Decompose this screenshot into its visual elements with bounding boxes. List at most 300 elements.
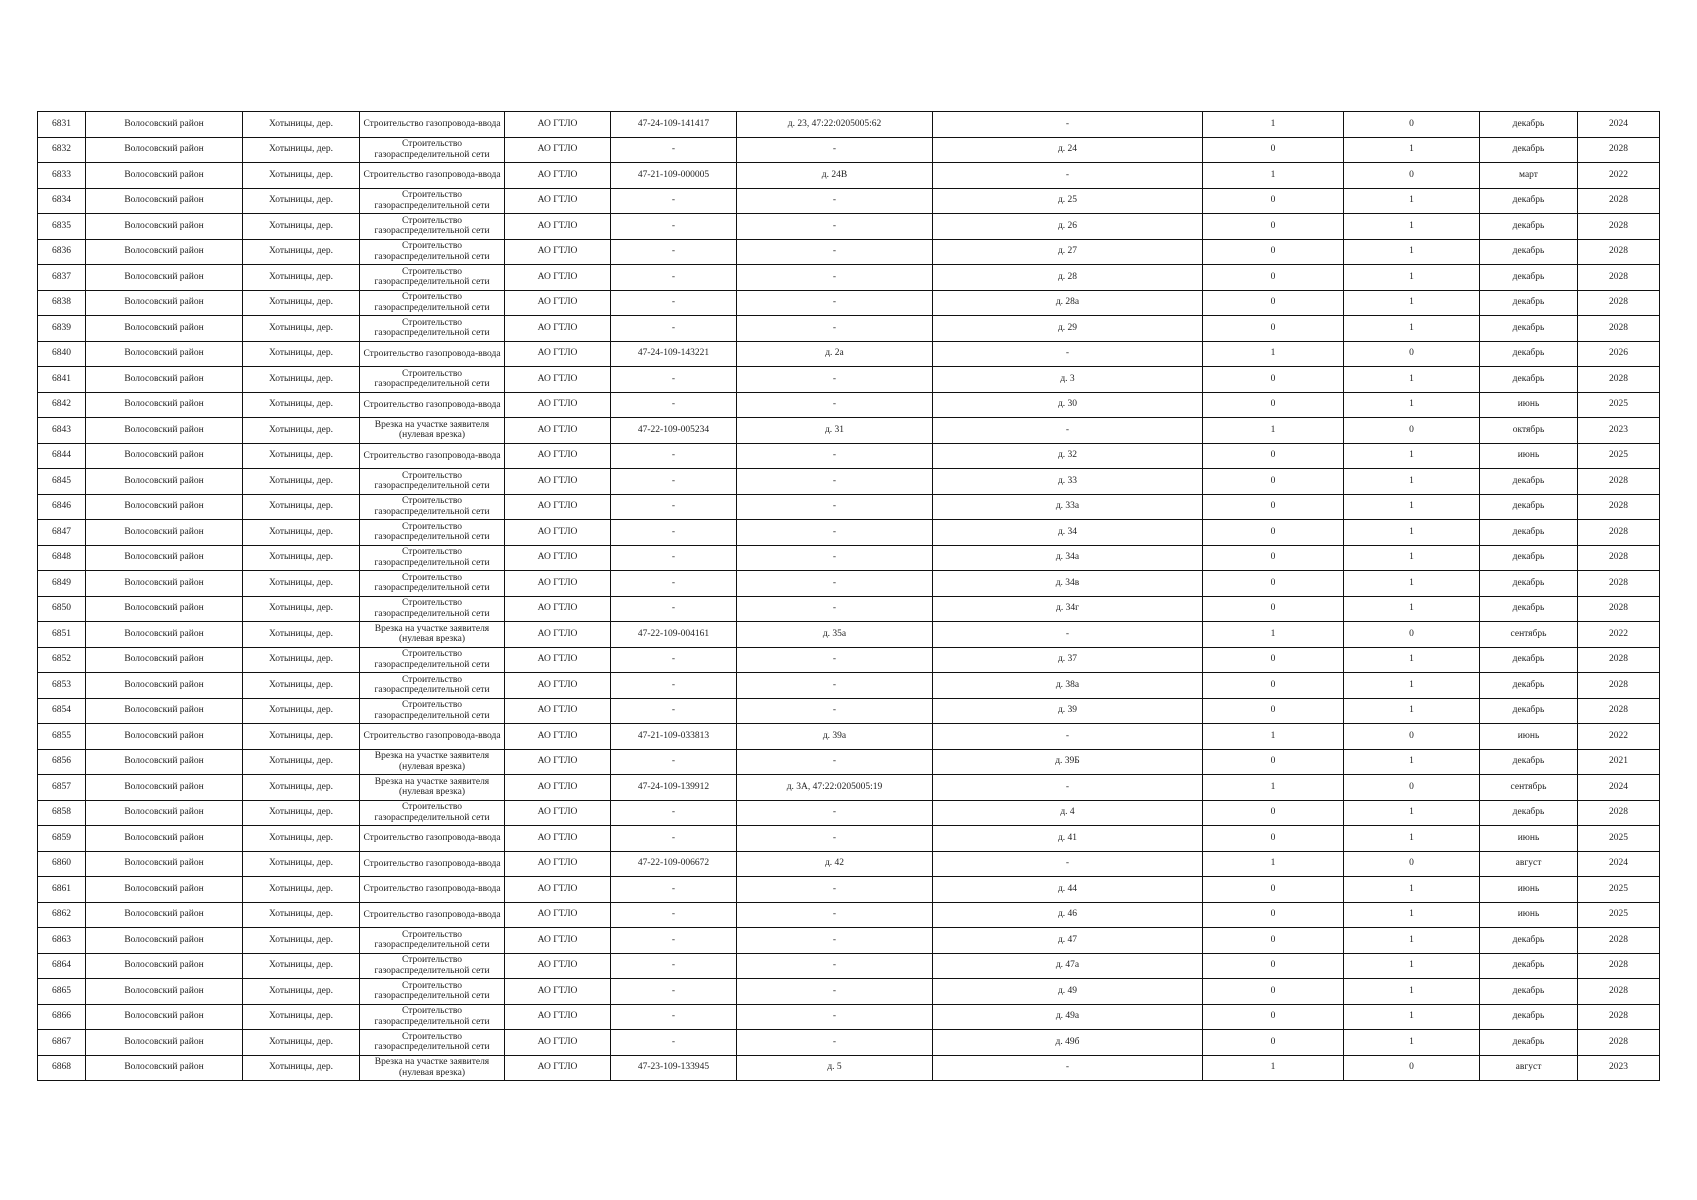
district-cell: Волосовский район [86,188,243,214]
row-number-cell: 6850 [38,596,86,622]
application-number-cell: - [611,647,737,673]
address-cadastral-cell: - [737,443,933,469]
house-address-cell: - [933,1055,1203,1081]
application-number-cell: 47-24-109-143221 [611,341,737,367]
district-cell: Волосовский район [86,469,243,495]
row-number-cell: 6851 [38,622,86,648]
locality-cell: Хотыницы, дер. [243,418,360,444]
count-b-cell: 1 [1344,392,1480,418]
count-b-cell: 1 [1344,902,1480,928]
organization-cell: АО ГТЛО [505,214,611,240]
row-number-cell: 6835 [38,214,86,240]
address-cadastral-cell: - [737,596,933,622]
count-a-cell: 0 [1203,1004,1344,1030]
district-cell: Волосовский район [86,520,243,546]
work-type-cell: Строительство газораспределительной сети [360,953,505,979]
row-number-cell: 6862 [38,902,86,928]
count-a-cell: 0 [1203,698,1344,724]
organization-cell: АО ГТЛО [505,953,611,979]
house-address-cell: д. 34г [933,596,1203,622]
row-number-cell: 6846 [38,494,86,520]
count-a-cell: 1 [1203,851,1344,877]
month-cell: август [1480,851,1578,877]
application-number-cell: 47-24-109-139912 [611,775,737,801]
month-cell: декабрь [1480,316,1578,342]
house-address-cell: д. 29 [933,316,1203,342]
locality-cell: Хотыницы, дер. [243,647,360,673]
count-a-cell: 0 [1203,392,1344,418]
count-b-cell: 1 [1344,596,1480,622]
month-cell: декабрь [1480,341,1578,367]
year-cell: 2028 [1578,647,1660,673]
table-row [38,137,1660,163]
district-cell: Волосовский район [86,341,243,367]
district-cell: Волосовский район [86,953,243,979]
locality-cell: Хотыницы, дер. [243,800,360,826]
month-cell: декабрь [1480,953,1578,979]
table-row [38,928,1660,954]
table-row [38,112,1660,138]
work-type-cell: Строительство газораспределительной сети [360,1030,505,1056]
count-b-cell: 0 [1344,163,1480,189]
organization-cell: АО ГТЛО [505,494,611,520]
district-cell: Волосовский район [86,928,243,954]
year-cell: 2024 [1578,112,1660,138]
count-a-cell: 1 [1203,112,1344,138]
organization-cell: АО ГТЛО [505,188,611,214]
count-a-cell: 0 [1203,673,1344,699]
year-cell: 2028 [1578,316,1660,342]
house-address-cell: д. 27 [933,239,1203,265]
year-cell: 2028 [1578,494,1660,520]
house-address-cell: д. 44 [933,877,1203,903]
table-row [38,418,1660,444]
district-cell: Волосовский район [86,316,243,342]
year-cell: 2025 [1578,443,1660,469]
count-a-cell: 1 [1203,775,1344,801]
house-address-cell: д. 34а [933,545,1203,571]
table-row [38,290,1660,316]
application-number-cell: - [611,749,737,775]
address-cadastral-cell: - [737,137,933,163]
count-b-cell: 1 [1344,1030,1480,1056]
district-cell: Волосовский район [86,877,243,903]
count-b-cell: 1 [1344,188,1480,214]
application-number-cell: - [611,469,737,495]
table-row [38,1055,1660,1081]
month-cell: декабрь [1480,112,1578,138]
house-address-cell: - [933,622,1203,648]
address-cadastral-cell: - [737,902,933,928]
month-cell: декабрь [1480,1030,1578,1056]
work-type-cell: Строительство газораспределительной сети [360,367,505,393]
year-cell: 2028 [1578,239,1660,265]
table-row [38,902,1660,928]
house-address-cell: д. 34 [933,520,1203,546]
row-number-cell: 6866 [38,1004,86,1030]
year-cell: 2028 [1578,571,1660,597]
locality-cell: Хотыницы, дер. [243,673,360,699]
address-cadastral-cell: - [737,265,933,291]
table-row [38,520,1660,546]
table-row [38,494,1660,520]
table-row [38,188,1660,214]
district-cell: Волосовский район [86,902,243,928]
locality-cell: Хотыницы, дер. [243,290,360,316]
month-cell: декабрь [1480,800,1578,826]
district-cell: Волосовский район [86,137,243,163]
house-address-cell: - [933,851,1203,877]
organization-cell: АО ГТЛО [505,647,611,673]
year-cell: 2028 [1578,800,1660,826]
house-address-cell: д. 28 [933,265,1203,291]
table-row [38,673,1660,699]
application-number-cell: 47-22-109-006672 [611,851,737,877]
organization-cell: АО ГТЛО [505,137,611,163]
year-cell: 2028 [1578,545,1660,571]
year-cell: 2028 [1578,673,1660,699]
application-number-cell: - [611,800,737,826]
address-cadastral-cell: - [737,826,933,852]
locality-cell: Хотыницы, дер. [243,953,360,979]
locality-cell: Хотыницы, дер. [243,1030,360,1056]
count-b-cell: 1 [1344,545,1480,571]
count-a-cell: 0 [1203,494,1344,520]
locality-cell: Хотыницы, дер. [243,698,360,724]
address-cadastral-cell: - [737,571,933,597]
count-a-cell: 0 [1203,877,1344,903]
row-number-cell: 6842 [38,392,86,418]
month-cell: декабрь [1480,265,1578,291]
count-a-cell: 0 [1203,545,1344,571]
row-number-cell: 6861 [38,877,86,903]
month-cell: июнь [1480,724,1578,750]
locality-cell: Хотыницы, дер. [243,545,360,571]
row-number-cell: 6849 [38,571,86,597]
work-type-cell: Строительство газораспределительной сети [360,979,505,1005]
application-number-cell: - [611,1030,737,1056]
month-cell: декабрь [1480,571,1578,597]
year-cell: 2025 [1578,902,1660,928]
application-number-cell: 47-23-109-133945 [611,1055,737,1081]
organization-cell: АО ГТЛО [505,928,611,954]
count-b-cell: 1 [1344,979,1480,1005]
month-cell: декабрь [1480,367,1578,393]
work-type-cell: Строительство газораспределительной сети [360,596,505,622]
district-cell: Волосовский район [86,443,243,469]
count-a-cell: 0 [1203,214,1344,240]
work-type-cell: Строительство газораспределительной сети [360,188,505,214]
table-row [38,392,1660,418]
house-address-cell: д. 33 [933,469,1203,495]
locality-cell: Хотыницы, дер. [243,979,360,1005]
district-cell: Волосовский район [86,392,243,418]
row-number-cell: 6839 [38,316,86,342]
month-cell: декабрь [1480,647,1578,673]
address-cadastral-cell: - [737,800,933,826]
table-row [38,749,1660,775]
work-type-cell: Врезка на участке заявителя (нулевая врезка) [360,418,505,444]
row-number-cell: 6865 [38,979,86,1005]
locality-cell: Хотыницы, дер. [243,571,360,597]
locality-cell: Хотыницы, дер. [243,392,360,418]
count-b-cell: 1 [1344,1004,1480,1030]
locality-cell: Хотыницы, дер. [243,1004,360,1030]
month-cell: декабрь [1480,698,1578,724]
address-cadastral-cell: - [737,877,933,903]
address-cadastral-cell: д. 35а [737,622,933,648]
year-cell: 2028 [1578,596,1660,622]
district-cell: Волосовский район [86,647,243,673]
application-number-cell: - [611,239,737,265]
year-cell: 2028 [1578,928,1660,954]
locality-cell: Хотыницы, дер. [243,902,360,928]
count-b-cell: 1 [1344,673,1480,699]
address-cadastral-cell: д. 42 [737,851,933,877]
address-cadastral-cell: д. 3А, 47:22:0205005:19 [737,775,933,801]
district-cell: Волосовский район [86,571,243,597]
row-number-cell: 6838 [38,290,86,316]
count-a-cell: 0 [1203,367,1344,393]
count-a-cell: 0 [1203,902,1344,928]
house-address-cell: д. 28а [933,290,1203,316]
year-cell: 2028 [1578,1004,1660,1030]
locality-cell: Хотыницы, дер. [243,826,360,852]
house-address-cell: д. 49б [933,1030,1203,1056]
locality-cell: Хотыницы, дер. [243,877,360,903]
district-cell: Волосовский район [86,239,243,265]
count-b-cell: 1 [1344,469,1480,495]
house-address-cell: д. 24 [933,137,1203,163]
district-cell: Волосовский район [86,545,243,571]
organization-cell: АО ГТЛО [505,902,611,928]
month-cell: декабрь [1480,290,1578,316]
locality-cell: Хотыницы, дер. [243,443,360,469]
address-cadastral-cell: д. 31 [737,418,933,444]
organization-cell: АО ГТЛО [505,341,611,367]
year-cell: 2022 [1578,724,1660,750]
count-b-cell: 1 [1344,443,1480,469]
district-cell: Волосовский район [86,214,243,240]
application-number-cell: 47-21-109-033813 [611,724,737,750]
work-type-cell: Строительство газораспределительной сети [360,469,505,495]
row-number-cell: 6843 [38,418,86,444]
month-cell: сентябрь [1480,622,1578,648]
count-b-cell: 1 [1344,290,1480,316]
house-address-cell: д. 4 [933,800,1203,826]
year-cell: 2022 [1578,163,1660,189]
locality-cell: Хотыницы, дер. [243,520,360,546]
count-a-cell: 0 [1203,953,1344,979]
month-cell: декабрь [1480,749,1578,775]
year-cell: 2028 [1578,520,1660,546]
address-cadastral-cell: д. 39а [737,724,933,750]
work-type-cell: Строительство газораспределительной сети [360,290,505,316]
organization-cell: АО ГТЛО [505,443,611,469]
application-number-cell: - [611,443,737,469]
month-cell: декабрь [1480,596,1578,622]
table-row [38,163,1660,189]
application-number-cell: - [611,826,737,852]
table-row [38,545,1660,571]
month-cell: декабрь [1480,979,1578,1005]
house-address-cell: д. 46 [933,902,1203,928]
organization-cell: АО ГТЛО [505,826,611,852]
address-cadastral-cell: - [737,316,933,342]
month-cell: декабрь [1480,188,1578,214]
application-number-cell: - [611,494,737,520]
organization-cell: АО ГТЛО [505,392,611,418]
organization-cell: АО ГТЛО [505,265,611,291]
month-cell: июнь [1480,826,1578,852]
work-type-cell: Строительство газопровода-ввода [360,902,505,928]
count-a-cell: 1 [1203,418,1344,444]
row-number-cell: 6864 [38,953,86,979]
year-cell: 2028 [1578,367,1660,393]
address-cadastral-cell: - [737,188,933,214]
application-number-cell: - [611,392,737,418]
row-number-cell: 6857 [38,775,86,801]
house-address-cell: д. 39Б [933,749,1203,775]
work-type-cell: Строительство газораспределительной сети [360,698,505,724]
locality-cell: Хотыницы, дер. [243,341,360,367]
organization-cell: АО ГТЛО [505,622,611,648]
work-type-cell: Врезка на участке заявителя (нулевая врезка) [360,1055,505,1081]
month-cell: декабрь [1480,928,1578,954]
row-number-cell: 6847 [38,520,86,546]
organization-cell: АО ГТЛО [505,545,611,571]
address-cadastral-cell: - [737,494,933,520]
count-b-cell: 0 [1344,1055,1480,1081]
month-cell: июнь [1480,392,1578,418]
year-cell: 2028 [1578,1030,1660,1056]
locality-cell: Хотыницы, дер. [243,1055,360,1081]
count-b-cell: 1 [1344,367,1480,393]
work-type-cell: Строительство газораспределительной сети [360,316,505,342]
application-number-cell: - [611,902,737,928]
work-type-cell: Строительство газораспределительной сети [360,928,505,954]
work-type-cell: Строительство газораспределительной сети [360,239,505,265]
house-address-cell: д. 49а [933,1004,1203,1030]
organization-cell: АО ГТЛО [505,673,611,699]
table-row [38,239,1660,265]
row-number-cell: 6837 [38,265,86,291]
row-number-cell: 6833 [38,163,86,189]
count-a-cell: 0 [1203,290,1344,316]
year-cell: 2023 [1578,1055,1660,1081]
house-address-cell: - [933,163,1203,189]
application-number-cell: 47-21-109-000005 [611,163,737,189]
count-b-cell: 1 [1344,494,1480,520]
year-cell: 2025 [1578,392,1660,418]
month-cell: декабрь [1480,520,1578,546]
month-cell: июнь [1480,443,1578,469]
house-address-cell: д. 30 [933,392,1203,418]
count-a-cell: 0 [1203,1030,1344,1056]
organization-cell: АО ГТЛО [505,239,611,265]
work-type-cell: Строительство газораспределительной сети [360,520,505,546]
table-row [38,214,1660,240]
work-type-cell: Строительство газораспределительной сети [360,1004,505,1030]
address-cadastral-cell: - [737,214,933,240]
district-cell: Волосовский район [86,265,243,291]
locality-cell: Хотыницы, дер. [243,724,360,750]
application-number-cell: - [611,596,737,622]
address-cadastral-cell: - [737,979,933,1005]
organization-cell: АО ГТЛО [505,520,611,546]
district-cell: Волосовский район [86,979,243,1005]
application-number-cell: - [611,979,737,1005]
month-cell: июнь [1480,902,1578,928]
month-cell: март [1480,163,1578,189]
address-cadastral-cell: - [737,953,933,979]
year-cell: 2028 [1578,953,1660,979]
count-b-cell: 1 [1344,698,1480,724]
count-a-cell: 0 [1203,928,1344,954]
month-cell: октябрь [1480,418,1578,444]
address-cadastral-cell: - [737,239,933,265]
count-a-cell: 1 [1203,622,1344,648]
address-cadastral-cell: д. 5 [737,1055,933,1081]
count-b-cell: 1 [1344,953,1480,979]
application-number-cell: - [611,545,737,571]
house-address-cell: д. 3 [933,367,1203,393]
address-cadastral-cell: - [737,698,933,724]
table-row [38,571,1660,597]
locality-cell: Хотыницы, дер. [243,367,360,393]
address-cadastral-cell: - [737,647,933,673]
month-cell: август [1480,1055,1578,1081]
work-type-cell: Строительство газопровода-ввода [360,826,505,852]
row-number-cell: 6859 [38,826,86,852]
organization-cell: АО ГТЛО [505,163,611,189]
table-row [38,979,1660,1005]
organization-cell: АО ГТЛО [505,571,611,597]
locality-cell: Хотыницы, дер. [243,928,360,954]
count-a-cell: 0 [1203,137,1344,163]
row-number-cell: 6844 [38,443,86,469]
work-type-cell: Строительство газопровода-ввода [360,341,505,367]
district-cell: Волосовский район [86,1004,243,1030]
count-a-cell: 0 [1203,749,1344,775]
table-row [38,877,1660,903]
row-number-cell: 6854 [38,698,86,724]
organization-cell: АО ГТЛО [505,1030,611,1056]
count-b-cell: 0 [1344,341,1480,367]
count-b-cell: 1 [1344,214,1480,240]
address-cadastral-cell: - [737,469,933,495]
organization-cell: АО ГТЛО [505,877,611,903]
house-address-cell: - [933,112,1203,138]
row-number-cell: 6832 [38,137,86,163]
table-row [38,443,1660,469]
organization-cell: АО ГТЛО [505,698,611,724]
organization-cell: АО ГТЛО [505,469,611,495]
application-number-cell: - [611,290,737,316]
work-type-cell: Строительство газопровода-ввода [360,443,505,469]
district-cell: Волосовский район [86,494,243,520]
organization-cell: АО ГТЛО [505,112,611,138]
district-cell: Волосовский район [86,826,243,852]
address-cadastral-cell: - [737,1004,933,1030]
locality-cell: Хотыницы, дер. [243,494,360,520]
district-cell: Волосовский район [86,163,243,189]
district-cell: Волосовский район [86,724,243,750]
house-address-cell: д. 41 [933,826,1203,852]
table-row [38,367,1660,393]
organization-cell: АО ГТЛО [505,1004,611,1030]
work-type-cell: Строительство газопровода-ввода [360,877,505,903]
